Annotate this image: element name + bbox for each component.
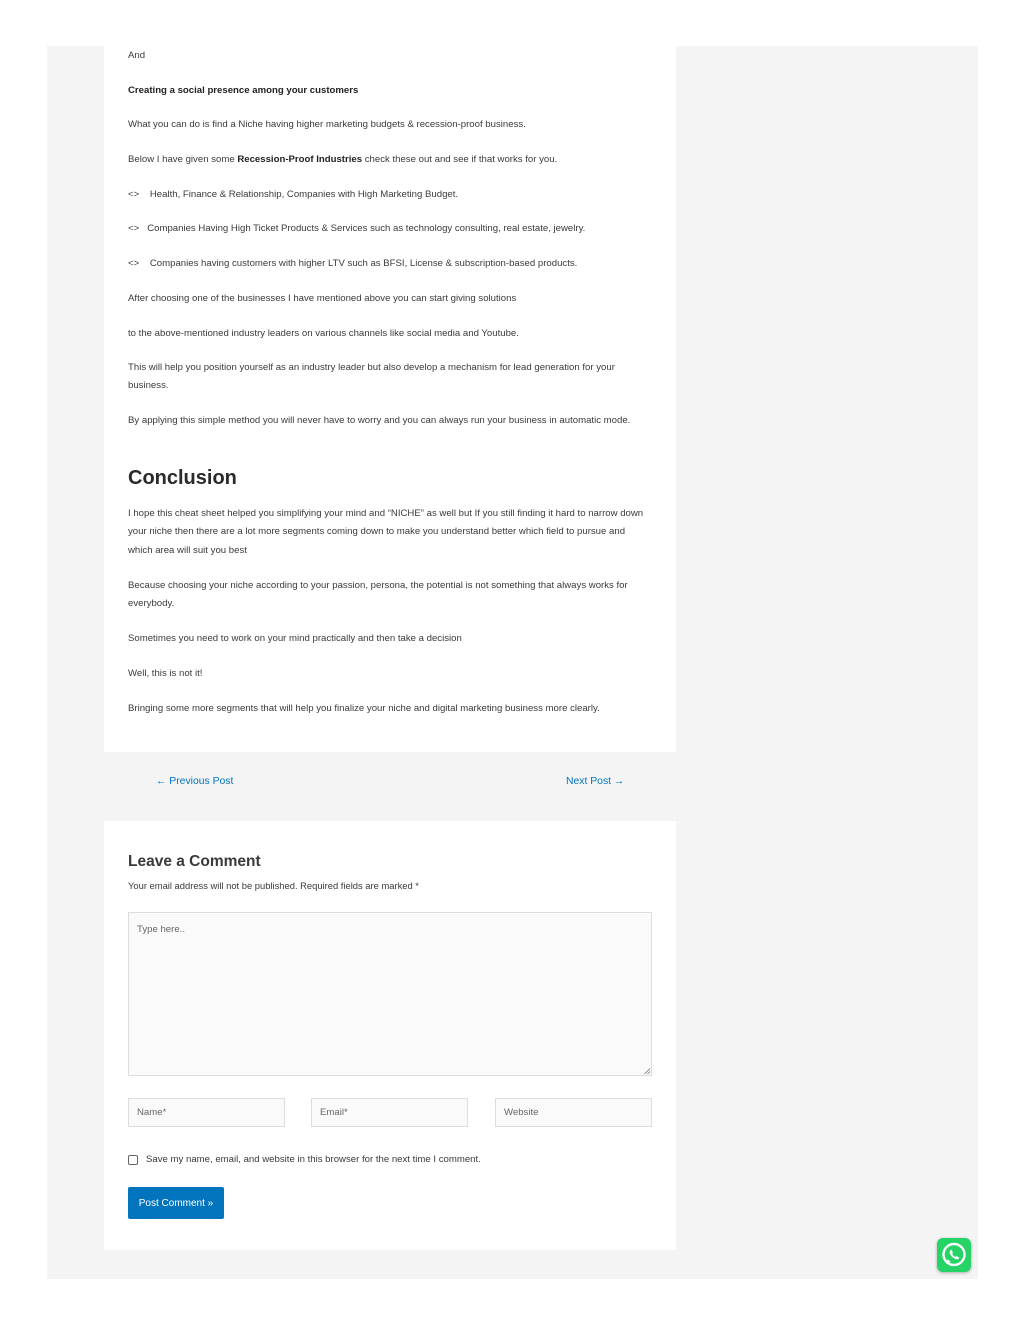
website-input[interactable] [495,1098,652,1127]
paragraph-and: And [128,50,146,61]
comment-section [104,821,676,1250]
conclusion-paragraph: Because choosing your niche according to your passion, persona, the potential is not something that always works for everybody. [128,580,628,610]
paragraph-after-choosing: After choosing one of the businesses I have mentioned above you can start giving solutions [128,293,517,304]
post-comment-button[interactable]: Post Comment » [128,1187,224,1219]
email-input[interactable] [311,1098,468,1127]
paragraph-industry-leaders: to the above-mentioned industry leaders on various channels like social media and Youtube. [128,328,519,339]
save-info-checkbox[interactable] [128,1155,138,1165]
post-navigation [104,770,676,800]
paragraph-recession-proof: Below I have given some Recession-Proof Industries check these out and see if that works for you. [128,154,558,165]
recession-proof-link: Recession-Proof Industries [237,154,363,165]
previous-post-link[interactable]: ← Previous Post [156,776,234,787]
whatsapp-icon [937,1238,971,1272]
bullet-item: <> Companies Having High Ticket Products & Services such as technology consulting, real estate, jewelry. [128,223,586,234]
comment-title: Leave a Comment [128,853,261,870]
conclusion-paragraph: Sometimes you need to work on your mind practically and then take a decision [128,633,462,644]
whatsapp-button[interactable] [937,1238,971,1272]
website-placeholder: Website [504,1107,539,1118]
save-info-label[interactable]: Save my name, email, and website in this browser for the next time I comment. [146,1154,481,1165]
paragraph-applying: By applying this simple method you will never have to worry and you can always run your business in automatic mode. [128,415,631,426]
conclusion-paragraph: Well, this is not it! [128,668,203,679]
conclusion-paragraph: I hope this cheat sheet helped you simplifying your mind and “NICHE” as well but If you still finding it hard to narrow down your niche then there are a lot more segments coming down to make you understand better which field to pursue and which area will suit you best [128,508,644,556]
comment-textarea[interactable] [128,912,652,1076]
social-presence-heading: Creating a social presence among your customers [128,85,359,96]
bullet-item: <> Health, Finance & Relationship, Companies with High Marketing Budget. [128,189,459,200]
paragraph-position: This will help you position yourself as an industry leader but also develop a mechanism for lead generation for your business. [128,362,615,392]
name-input[interactable] [128,1098,285,1127]
article-content [104,46,676,752]
comment-notes: Your email address will not be published. Required fields are marked * [128,880,419,891]
paragraph-niche: What you can do is find a Niche having higher marketing budgets & recession-proof business. [128,119,526,130]
next-post-link[interactable]: Next Post → [566,776,625,787]
conclusion-heading: Conclusion [128,467,237,489]
comment-placeholder: Type here.. [137,924,185,935]
resize-grip-icon[interactable] [644,1068,650,1074]
conclusion-paragraph: Bringing some more segments that will help you finalize your niche and digital marketing business more clearly. [128,703,600,714]
bullet-item: <> Companies having customers with higher LTV such as BFSI, License & subscription-based products. [128,258,578,269]
name-placeholder: Name* [137,1107,167,1118]
email-placeholder: Email* [320,1107,348,1118]
